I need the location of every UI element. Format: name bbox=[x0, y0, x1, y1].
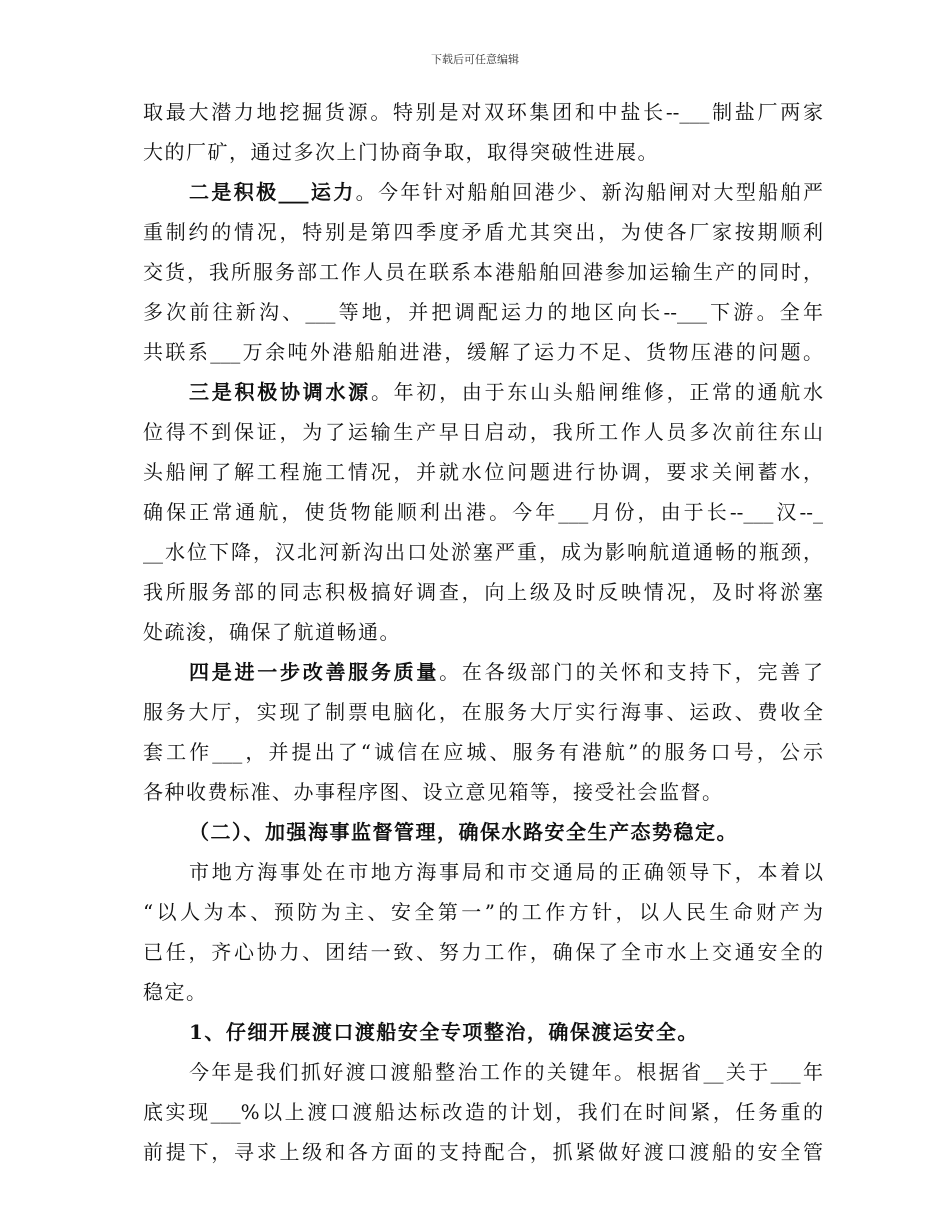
paragraph-line: 各种收费标准、办事程序图、设立意见箱等，接受社会监督。 bbox=[143, 780, 724, 804]
document-body bbox=[143, 92, 823, 1172]
paragraph-line bbox=[143, 652, 823, 692]
paragraph-line: 已任，齐心协力、团结一致、努力工作，确保了全市水上交通安全的 bbox=[143, 940, 823, 964]
section-heading: 1、仔细开展渡口渡船安全专项整治，确保渡运安全。 bbox=[189, 1020, 699, 1044]
section-heading: 二是积极___运力 bbox=[189, 180, 356, 204]
section-heading: 三是积极协调水源 bbox=[189, 380, 371, 404]
paragraph-text: 。年初，由于东山头船闸维修，正常的通航水 bbox=[370, 380, 824, 404]
paragraph-line: 服务大厅，实现了制票电脑化，在服务大厅实行海事、运政、费收全 bbox=[143, 700, 823, 724]
section-heading: 四是进一步改善服务质量 bbox=[189, 660, 440, 684]
section-heading: （二）、加强海事监督管理，确保水路安全生产态势稳定。 bbox=[189, 820, 738, 844]
paragraph-line: 位得不到保证，为了运输生产早日启动，我所工作人员多次前往东山 bbox=[143, 420, 823, 444]
paragraph-line: 处疏浚，确保了航道畅通。 bbox=[143, 620, 401, 644]
paragraph-line: 取最大潜力地挖掘货源。特别是对双环集团和中盐长--___制盐厂两家 bbox=[143, 100, 823, 124]
paragraph-line bbox=[143, 812, 823, 852]
paragraph-text: 。今年针对船舶回港少、新沟船闸对大型船舶严 bbox=[355, 180, 824, 204]
page-header: 下载后可任意编辑 bbox=[431, 53, 519, 66]
paragraph-line: 我所服务部的同志积极搞好调查，向上级及时反映情况，及时将淤塞 bbox=[143, 580, 823, 604]
paragraph-line bbox=[143, 372, 823, 412]
paragraph-line: 前提下，寻求上级和各方面的支持配合，抓紧做好渡口渡船的安全管 bbox=[143, 1140, 823, 1164]
paragraph-line: 稳定。 bbox=[143, 980, 208, 1004]
paragraph-line: 今年是我们抓好渡口渡船整治工作的关键年。根据省__关于___年 bbox=[189, 1060, 823, 1084]
paragraph-line: 共联系___万余吨外港船舶进港，缓解了运力不足、货物压港的问题。 bbox=[143, 340, 823, 364]
paragraph-line: 市地方海事处在市地方海事局和市交通局的正确领导下，本着以 bbox=[189, 860, 823, 884]
paragraph-text: 。在各级部门的关怀和支持下，完善了 bbox=[439, 660, 824, 684]
paragraph-line: 头船闸了解工程施工情况，并就水位问题进行协调，要求关闸蓄水， bbox=[143, 460, 823, 484]
paragraph-line: 套工作___，并提出了“诚信在应城、服务有港航”的服务口号，公示 bbox=[143, 740, 823, 764]
paragraph-line: “以人为本、预防为主、安全第一”的工作方针，以人民生命财产为 bbox=[143, 900, 823, 924]
paragraph-line: 大的厂矿，通过多次上门协商争取，取得突破性进展。 bbox=[143, 140, 659, 164]
paragraph-line: __水位下降，汉北河新沟出口处淤塞严重，成为影响航道通畅的瓶颈， bbox=[143, 540, 823, 564]
paragraph-line bbox=[143, 172, 823, 212]
paragraph-line bbox=[143, 1012, 823, 1052]
paragraph-line: 重制约的情况，特别是第四季度矛盾尤其突出，为使各厂家按期顺利 bbox=[143, 220, 823, 244]
paragraph-line: 交货，我所服务部工作人员在联系本港船舶回港参加运输生产的同时， bbox=[143, 260, 823, 284]
paragraph-line: 确保正常通航，使货物能顺利出港。今年___月份，由于长--___汉--_ bbox=[143, 500, 823, 524]
paragraph-line: 多次前往新沟、___等地，并把调配运力的地区向长--___下游。全年 bbox=[143, 300, 823, 324]
paragraph-line: 底实现___%以上渡口渡船达标改造的计划，我们在时间紧，任务重的 bbox=[143, 1100, 823, 1124]
